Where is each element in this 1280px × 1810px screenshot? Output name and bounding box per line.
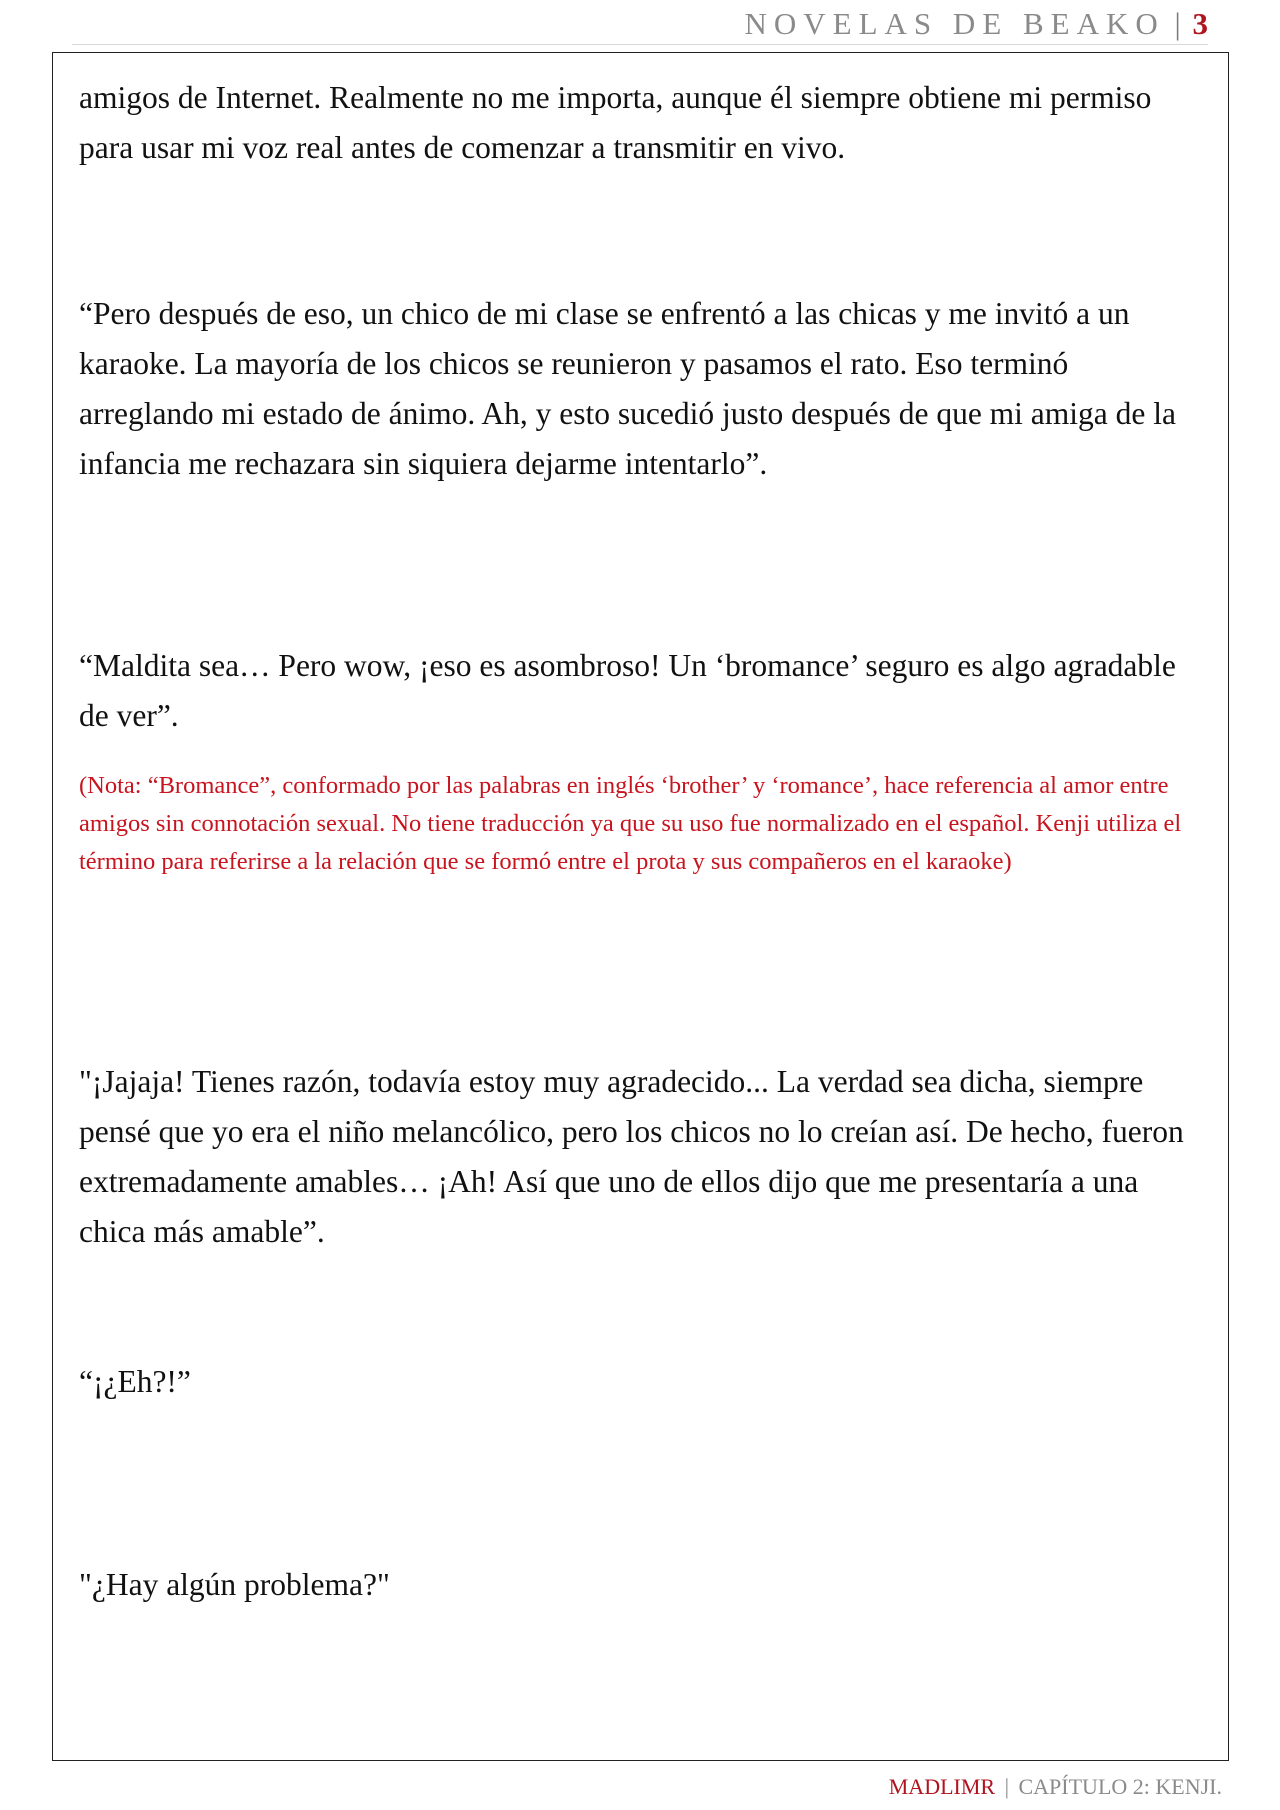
translator-note: (Nota: “Bromance”, conformado por las palabras en inglés ‘brother’ y ‘romance’, hace referencia al amor entre amigos sin connotación sexual. No tiene traducción ya que su uso fue normalizado en el español. Kenji utiliza el término para referirse a la relación que se formó entre el prota y sus compañeros en el karaoke) — [79, 772, 1182, 875]
header-title: NOVELAS DE BEAKO — [744, 6, 1165, 41]
paragraph-2: “Pero después de eso, un chico de mi clase se enfrentó a las chicas y me invitó a un karaoke. La mayoría de los chicos se reunieron y pasamos el rato. Eso terminó arreglando mi estado de ánimo. Ah, y esto sucedió justo después de que mi amiga de la infancia me rechazara sin siquiera dejarme intentarlo”. — [79, 296, 1176, 481]
footer-author: MADLIMR — [888, 1774, 996, 1799]
paragraph-1: amigos de Internet. Realmente no me importa, aunque él siempre obtiene mi permiso para usar mi voz real antes de comenzar a transmitir en vivo. — [79, 80, 1152, 165]
footer-separator: | — [1004, 1774, 1009, 1799]
page-footer — [889, 1772, 1222, 1802]
footer-chapter: CAPÍTULO 2: KENJI. — [1018, 1774, 1222, 1799]
page-number: 3 — [1192, 6, 1208, 41]
page-frame — [52, 52, 1229, 1761]
header-separator: | — [1174, 6, 1181, 41]
paragraph-6: "¿Hay algún problema?" — [79, 1567, 390, 1602]
paragraph-3: “Maldita sea… Pero wow, ¡eso es asombroso! Un ‘bromance’ seguro es algo agradable de ver”. — [79, 648, 1176, 733]
paragraph-4: "¡Jajaja! Tienes razón, todavía estoy muy agradecido... La verdad sea dicha, siempre pensé que yo era el niño melancólico, pero los chicos no lo creían así. De hecho, fueron extremadamente amables… ¡Ah! Así que uno de ellos dijo que me presentaría a una chica más amable”. — [79, 1064, 1184, 1249]
page-header — [72, 0, 1208, 45]
paragraph-5: “¡¿Eh?!” — [79, 1364, 191, 1399]
